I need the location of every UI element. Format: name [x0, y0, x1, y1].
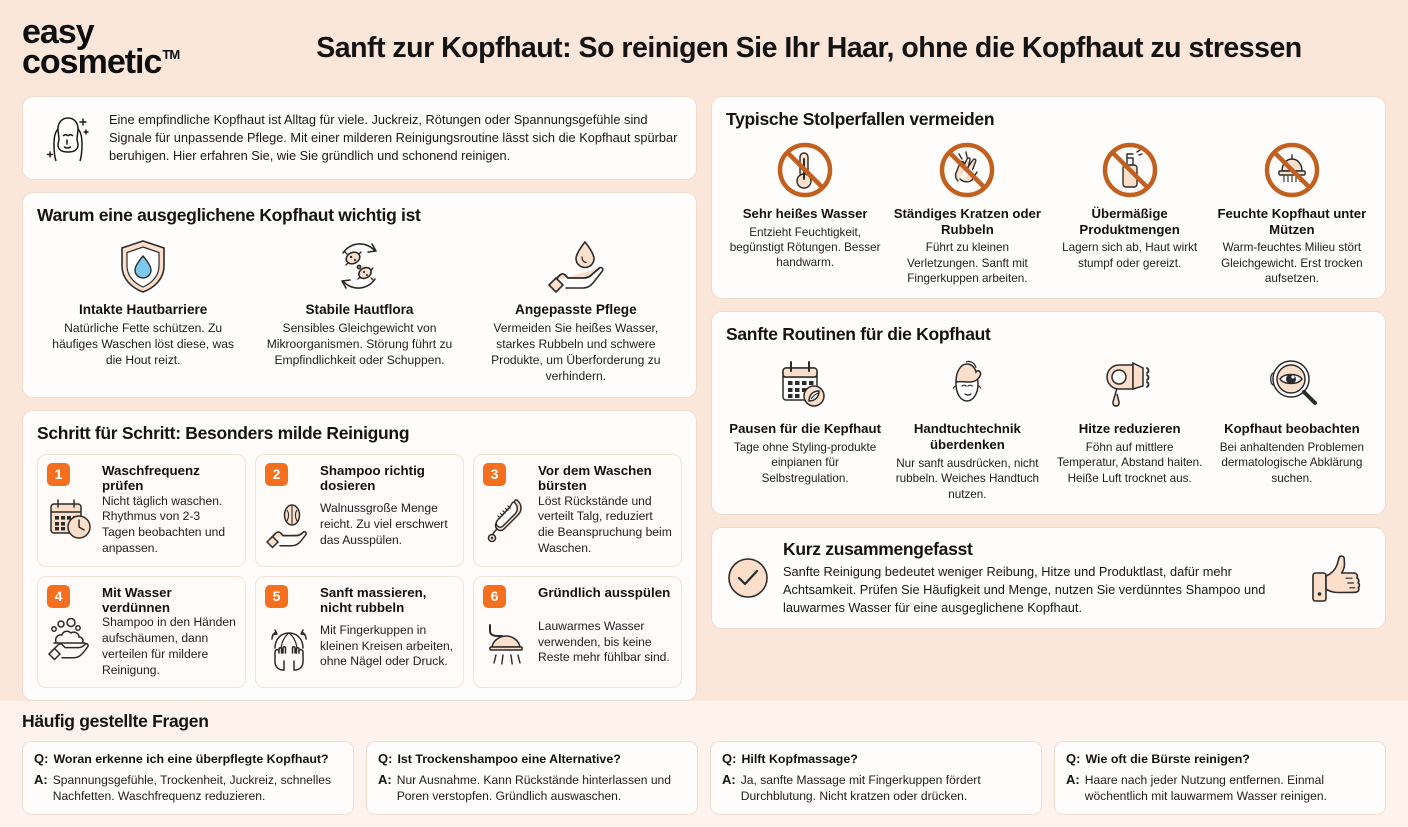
why-item-title: Angepasste Pflege [515, 302, 637, 317]
step-item [37, 454, 246, 567]
pitfall-title: Feuchte Kopfhaut unter Mützen [1217, 206, 1367, 237]
right-column [711, 96, 1386, 629]
routine-desc: Föhn auf mittlere Temperatur, Abstand haiten. Heiße Luft trocknet aus. [1056, 441, 1203, 485]
towel-head-icon [891, 355, 1043, 415]
step-item [37, 576, 246, 689]
pitfall-item-product [1051, 140, 1209, 286]
step-item [473, 454, 682, 567]
hairbrush-icon [483, 494, 531, 542]
faq-a-key: A: [1066, 772, 1080, 788]
step-number-badge: 2 [265, 463, 288, 486]
intro-card [22, 96, 697, 180]
step-item [255, 576, 464, 689]
why-item-flora [253, 236, 465, 385]
step-number-badge: 5 [265, 585, 288, 608]
routine-item-heat [1051, 355, 1209, 501]
no-product-bottle-icon [1054, 140, 1206, 200]
why-item-title: Intakte Hautbarriere [78, 302, 208, 317]
routine-title: Handtuchtechnik überdenken [913, 421, 1021, 453]
routine-item-observe [1213, 355, 1371, 501]
step-desc: Lauwarmes Wasser verwenden, bis keine Reste mehr fühlbar sind. [538, 618, 670, 665]
faq-answer: Haare nach jeder Nutzung entfernen. Einmal wöchentlich mit lauwarmem Wasser reinigen. [1084, 773, 1327, 804]
pitfalls-features [726, 140, 1371, 286]
intro-text: Eine empfindliche Kopfhaut ist Alltag für viele. Juckreiz, Rötungen oder Spannungsgefühle sind Signale für unpassende Pflege. Mit einer milderen Reinigungsroutine lässt sich die Kopfhaut spürbar beruhigen. Hier erfahren Sie, wie Sie gründlich und schonend reinigen. [109, 111, 678, 164]
summary-text: Sanfte Reinigung bedeutet weniger Reibung, Hitze und Produktlast, dafür mehr Achtsamkeit. Prüfen Sie Häufigkeit und Menge, nutzen Sie verdünntes Shampoo und lauwarmes Wasser für eine ausgeglichene Kopfhaut. [783, 563, 1266, 615]
step-title: Mit Wasser verdünnen [102, 584, 172, 615]
pitfall-item-scratching [888, 140, 1046, 286]
pitfall-title: Sehr heißes Wasser [742, 206, 868, 221]
foam-hand-icon [47, 615, 95, 663]
pitfalls-title: Typische Stolperfallen vermeiden [726, 109, 995, 129]
hairdryer-icon [1054, 355, 1206, 415]
faq-answer-line [34, 772, 342, 804]
faq-answer: Ja, sanfte Massage mit Fingerkuppen fördert Durchblutung. Nicht kratzen oder drücken. [740, 773, 981, 804]
step-title: Shampoo richtig dosieren [320, 462, 425, 494]
faq-a-key: A: [34, 772, 48, 788]
why-card [22, 192, 697, 398]
left-column [22, 96, 697, 701]
pitfall-desc: Warm-feuchtes Milieu stört Gleichgewicht. Erst trocken aufsetzen. [1221, 241, 1363, 286]
shield-droplet-icon [43, 236, 243, 296]
faq-question: Ist Trockenshampoo eine Alternative? [397, 752, 621, 767]
step-title: Gründlich ausspülen [538, 584, 671, 600]
step-desc: Nicht täglich waschen. Rhythmus von 2-3 Tagen beobachten und anpassen. [102, 493, 226, 555]
pitfalls-card [711, 96, 1386, 299]
pitfall-desc: Entzieht Feuchtigkeit, begünstigt Rötungen. Besser handwarm. [729, 225, 881, 270]
step-number-badge: 4 [47, 585, 70, 608]
summary-text-block [783, 539, 1296, 617]
check-circle-icon [726, 556, 770, 600]
steps-card [22, 410, 697, 701]
steps-grid [37, 454, 682, 688]
summary-card [711, 527, 1386, 629]
page-title: Sanft zur Kopfhaut: So reinigen Sie Ihr Haar, ohne die Kopfhaut zu stressen [316, 31, 1302, 64]
step-desc: Shampoo in den Händen aufschäumen, dann verteilen für mildere Reinigung. [102, 615, 236, 677]
why-item-barrier [37, 236, 249, 385]
faq-card [1054, 741, 1386, 814]
walnut-hand-icon [265, 501, 313, 549]
routine-title: Kopfhaut beobachten [1224, 421, 1360, 437]
step-desc: Löst Rückstände und verteilt Talg, reduziert die Beanspruchung beim Waschen. [538, 493, 672, 555]
faq-answer-line [722, 772, 1030, 804]
brand-line-1: easy [22, 13, 94, 52]
step-title: Sanft massieren, nicht rubbeln [320, 584, 427, 615]
step-number-badge: 1 [47, 463, 70, 486]
no-hot-thermometer-icon [729, 140, 881, 200]
routine-desc: Bei anhaltenden Problemen dermatologische Abklärung suchen. [1219, 441, 1364, 485]
calendar-clock-icon [47, 494, 95, 542]
faq-q-key: Q: [378, 751, 393, 767]
routine-desc: Nur sanft ausdrücken, nicht rubbeln. Weiches Handtuch nutzen. [895, 456, 1040, 501]
shower-head-icon [483, 619, 531, 667]
step-desc: Mit Fingerkuppen in kleinen Kreisen arbeiten, ohne Nägel oder Druck. [320, 622, 454, 669]
pitfall-title: Ständiges Kratzen oder Rubbeln [893, 206, 1042, 237]
routines-card [711, 311, 1386, 514]
faq-answer: Nur Ausnahme. Kann Rückstände hinterlassen und Poren verstopfen. Gründlich auswaschen. [396, 773, 672, 804]
faq-question-line [1066, 751, 1374, 767]
faq-q-key: Q: [34, 751, 49, 767]
faq-question: Wie oft die Bürste reinigen? [1085, 752, 1250, 767]
faq-question-line [378, 751, 686, 767]
faq-a-key: A: [722, 772, 736, 788]
woman-face-icon [39, 109, 97, 167]
faq-title: Häufig gestellte Fragen [22, 711, 209, 732]
magnifier-eye-icon [1216, 355, 1368, 415]
brand-line-2: cosmetic™ [22, 43, 180, 81]
faq-q-key: Q: [1066, 751, 1081, 767]
pitfall-desc: Führt zu kleinen Verletzungen. Sanft mit Fingerkuppen arbeiten. [906, 241, 1028, 286]
step-desc: Walnussgroße Menge reicht. Zu viel erschwert das Ausspülen. [320, 501, 448, 547]
faq-card [22, 741, 354, 814]
routine-item-pauses [726, 355, 884, 501]
step-number-badge: 3 [483, 463, 506, 486]
faq-a-key: A: [378, 772, 392, 788]
faq-q-key: Q: [722, 751, 737, 767]
routine-item-towel [888, 355, 1046, 501]
step-title: Vor dem Waschen bürsten [538, 462, 652, 494]
faq-grid [22, 741, 1386, 814]
pitfall-title: Übermäßige Produktmengen [1079, 206, 1180, 237]
why-features [37, 236, 682, 385]
faq-question: Hilft Kopfmassage? [741, 752, 858, 767]
why-item-title: Stabile Hautflora [305, 302, 414, 317]
massage-hands-icon [265, 623, 313, 671]
pitfall-item-hot-water [726, 140, 884, 286]
faq-question-line [34, 751, 342, 767]
content-columns [0, 96, 1408, 701]
faq-question-line [722, 751, 1030, 767]
thumbs-up-icon [1309, 549, 1371, 607]
routine-title: Pausen für die Kepfhaut [729, 421, 881, 437]
trademark-symbol: TM [162, 47, 180, 62]
no-wet-cap-icon [1216, 140, 1368, 200]
step-item [473, 576, 682, 689]
why-title: Warum eine ausgeglichene Kopfhaut wichtig ist [37, 205, 421, 225]
microbiome-icon [259, 236, 459, 296]
pitfall-desc: Lagern sich ab, Haut wirkt stumpf oder gereizt. [1062, 241, 1198, 270]
faq-card [366, 741, 698, 814]
step-number-badge: 6 [483, 585, 506, 608]
summary-title: Kurz zusammengefasst [783, 538, 973, 559]
faq-section [0, 701, 1408, 826]
no-scratching-icon [891, 140, 1043, 200]
why-item-desc: Vermeiden Sie heißes Wasser, starkes Rubbeln und schwere Produkte, um Überforderung zu verhindern. [491, 321, 661, 383]
faq-card [710, 741, 1042, 814]
why-item-care [470, 236, 682, 385]
steps-title: Schritt für Schritt: Besonders milde Reinigung [37, 422, 410, 443]
faq-answer-line [1066, 772, 1374, 804]
step-title: Waschfrequenz prüfen [102, 462, 200, 494]
calendar-leaf-icon [729, 355, 881, 415]
why-item-desc: Natürliche Fette schützen. Zu häufiges Waschen löst diese, was die Hout reizt. [52, 321, 235, 367]
faq-answer-line [378, 772, 686, 804]
step-item [255, 454, 464, 567]
brand-logo [22, 13, 232, 81]
routines-title: Sanfte Routinen für die Kopfhaut [726, 324, 991, 345]
routine-desc: Tage ohne Styling-produkte einpianen für Selbstregulation. [733, 441, 877, 485]
why-item-desc: Sensibles Gleichgewicht von Mikroorganismen. Störung führt zu Empfindlichkeit oder Schuppen. [266, 321, 453, 367]
routine-title: Hitze reduzieren [1078, 421, 1181, 437]
page-header [0, 0, 1408, 96]
faq-answer: Spannungsgefühle, Trockenheit, Juckreiz, schnelles Nachfetten. Waschfrequenz reduzieren. [52, 773, 332, 804]
hand-droplet-icon [476, 236, 676, 296]
pitfall-item-wet-cap [1213, 140, 1371, 286]
routines-features [726, 355, 1371, 501]
faq-question: Woran erkenne ich eine überpflegte Kopfhaut? [53, 752, 329, 767]
